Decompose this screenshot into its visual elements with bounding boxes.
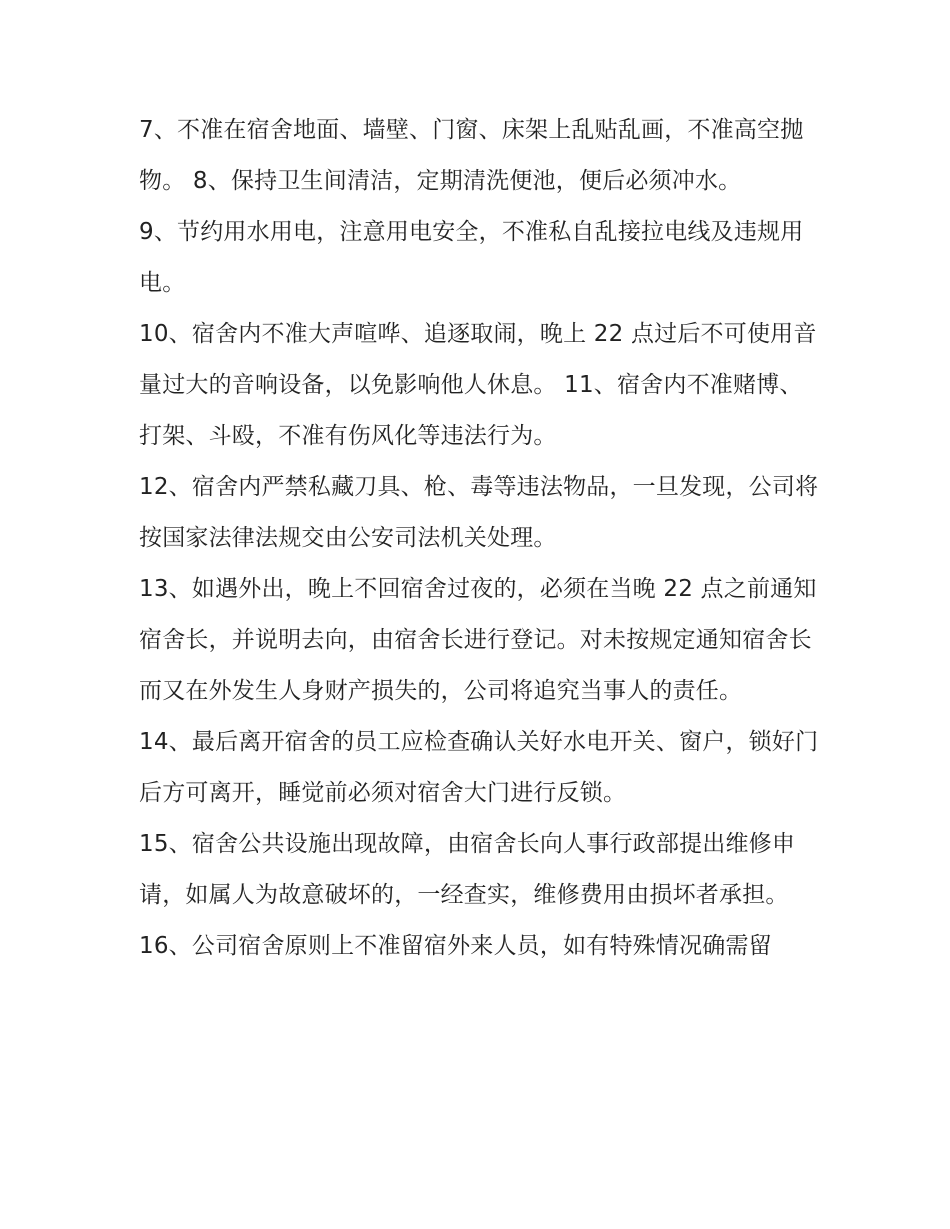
rule-paragraph-14: 14、最后离开宿舍的员工应检查确认关好水电开关、窗户，锁好门后方可离开，睡觉前必须对宿舍大门进行反锁。: [139, 729, 819, 806]
rule-paragraph-12: 12、宿舍内严禁私藏刀具、枪、毒等违法物品，一旦发现，公司将按国家法律法规交由公安司法机关处理。: [139, 474, 819, 551]
document-body: [139, 105, 819, 972]
rule-paragraph-15: 15、宿舍公共设施出现故障，由宿舍长向人事行政部提出维修申请，如属人为故意破坏的，一经查实，维修费用由损坏者承担。: [139, 831, 796, 908]
rule-paragraph-7-8: 7、不准在宿舍地面、墙壁、门窗、床架上乱贴乱画，不准高空抛物。 8、保持卫生间清洁，定期清洗便池，便后必须冲水。: [139, 117, 804, 194]
rule-paragraph-13: 13、如遇外出，晚上不回宿舍过夜的，必须在当晚 22 点之前通知宿舍长，并说明去向，由宿舍长进行登记。对未按规定通知宿舍长而又在外发生人身财产损失的，公司将追究当事人的责任。: [139, 576, 817, 704]
rule-paragraph-9: 9、节约用水用电，注意用电安全，不准私自乱接拉电线及违规用电。: [139, 219, 804, 296]
rule-paragraph-10-11: 10、宿舍内不准大声喧哗、追逐取闹，晚上 22 点过后不可使用音量过大的音响设备，以免影响他人休息。 11、宿舍内不准赌博、打架、斗殴，不准有伤风化等违法行为。: [139, 321, 817, 449]
rule-paragraph-16: 16、公司宿舍原则上不准留宿外来人员，如有特殊情况确需留: [139, 933, 772, 959]
